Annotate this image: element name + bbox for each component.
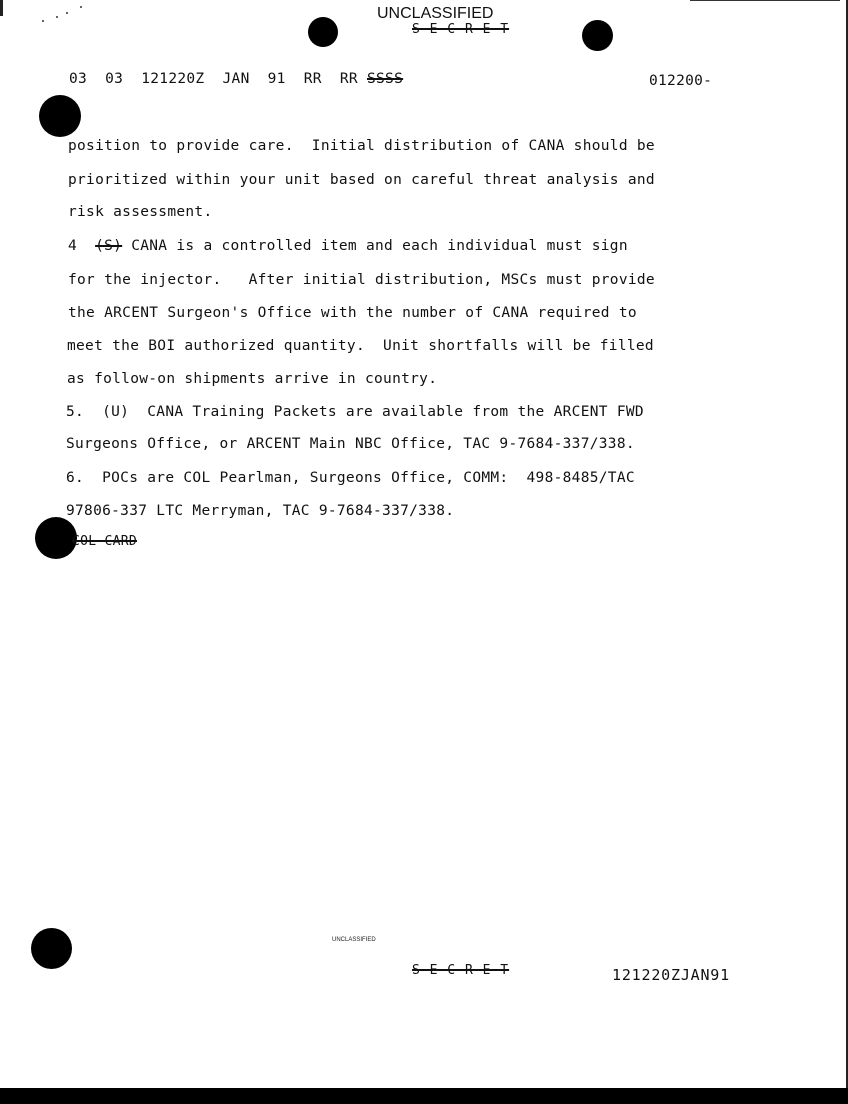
punch-hole xyxy=(39,95,81,137)
scan-left-edge xyxy=(0,0,3,16)
scan-speck xyxy=(56,16,58,18)
secret-marking-top-struck: S E C R E T xyxy=(412,22,510,37)
body-line: Surgeons Office, or ARCENT Main NBC Office, TAC 9-7684-337/338. xyxy=(66,436,635,452)
punch-hole xyxy=(308,17,338,47)
body-line: risk assessment. xyxy=(68,204,213,220)
body-line: 97806-337 LTC Merryman, TAC 9-7684-337/338. xyxy=(66,503,455,519)
paragraph-4-text: CANA is a controlled item and each individual must sign xyxy=(122,238,628,254)
paragraph-4-struck-mark: (S) xyxy=(95,238,123,254)
body-line: position to provide care. Initial distribution of CANA should be xyxy=(68,138,655,154)
body-line: the ARCENT Surgeon's Office with the number of CANA required to xyxy=(68,305,637,321)
body-line: 6. POCs are COL Pearlman, Surgeons Office, COMM: 498-8485/TAC xyxy=(66,470,635,486)
signoff-struck: COL CARD xyxy=(72,534,138,549)
scan-speck xyxy=(42,20,44,22)
body-line: for the injector. After initial distribution, MSCs must provide xyxy=(68,272,655,288)
scan-speck xyxy=(66,12,68,14)
header-struck-code: SSSS xyxy=(366,71,404,87)
punch-hole xyxy=(582,20,613,51)
classification-top: UNCLASSIFIED xyxy=(377,5,494,22)
punch-hole xyxy=(35,517,77,559)
body-line: 5. (U) CANA Training Packets are available from the ARCENT FWD xyxy=(66,404,644,420)
scan-speck xyxy=(80,6,82,8)
footer-dtg: 121220ZJAN91 xyxy=(612,966,730,984)
body-line: prioritized within your unit based on careful threat analysis and xyxy=(68,172,655,188)
message-header xyxy=(69,71,403,87)
body-line: meet the BOI authorized quantity. Unit shortfalls will be filled xyxy=(67,338,654,354)
scan-top-line xyxy=(690,0,840,1)
header-routing: 03 03 121220Z JAN 91 RR RR xyxy=(69,71,367,87)
paragraph-4-number: 4 xyxy=(68,238,96,254)
secret-marking-bottom-struck: S E C R E T xyxy=(412,963,510,978)
message-id: 012200- xyxy=(649,73,713,89)
classification-bottom: UNCLASSIFIED xyxy=(332,937,376,943)
paragraph-4-line-1 xyxy=(68,238,628,254)
scan-bottom-edge xyxy=(0,1088,848,1104)
punch-hole xyxy=(31,928,72,969)
body-line: as follow-on shipments arrive in country. xyxy=(67,371,438,387)
